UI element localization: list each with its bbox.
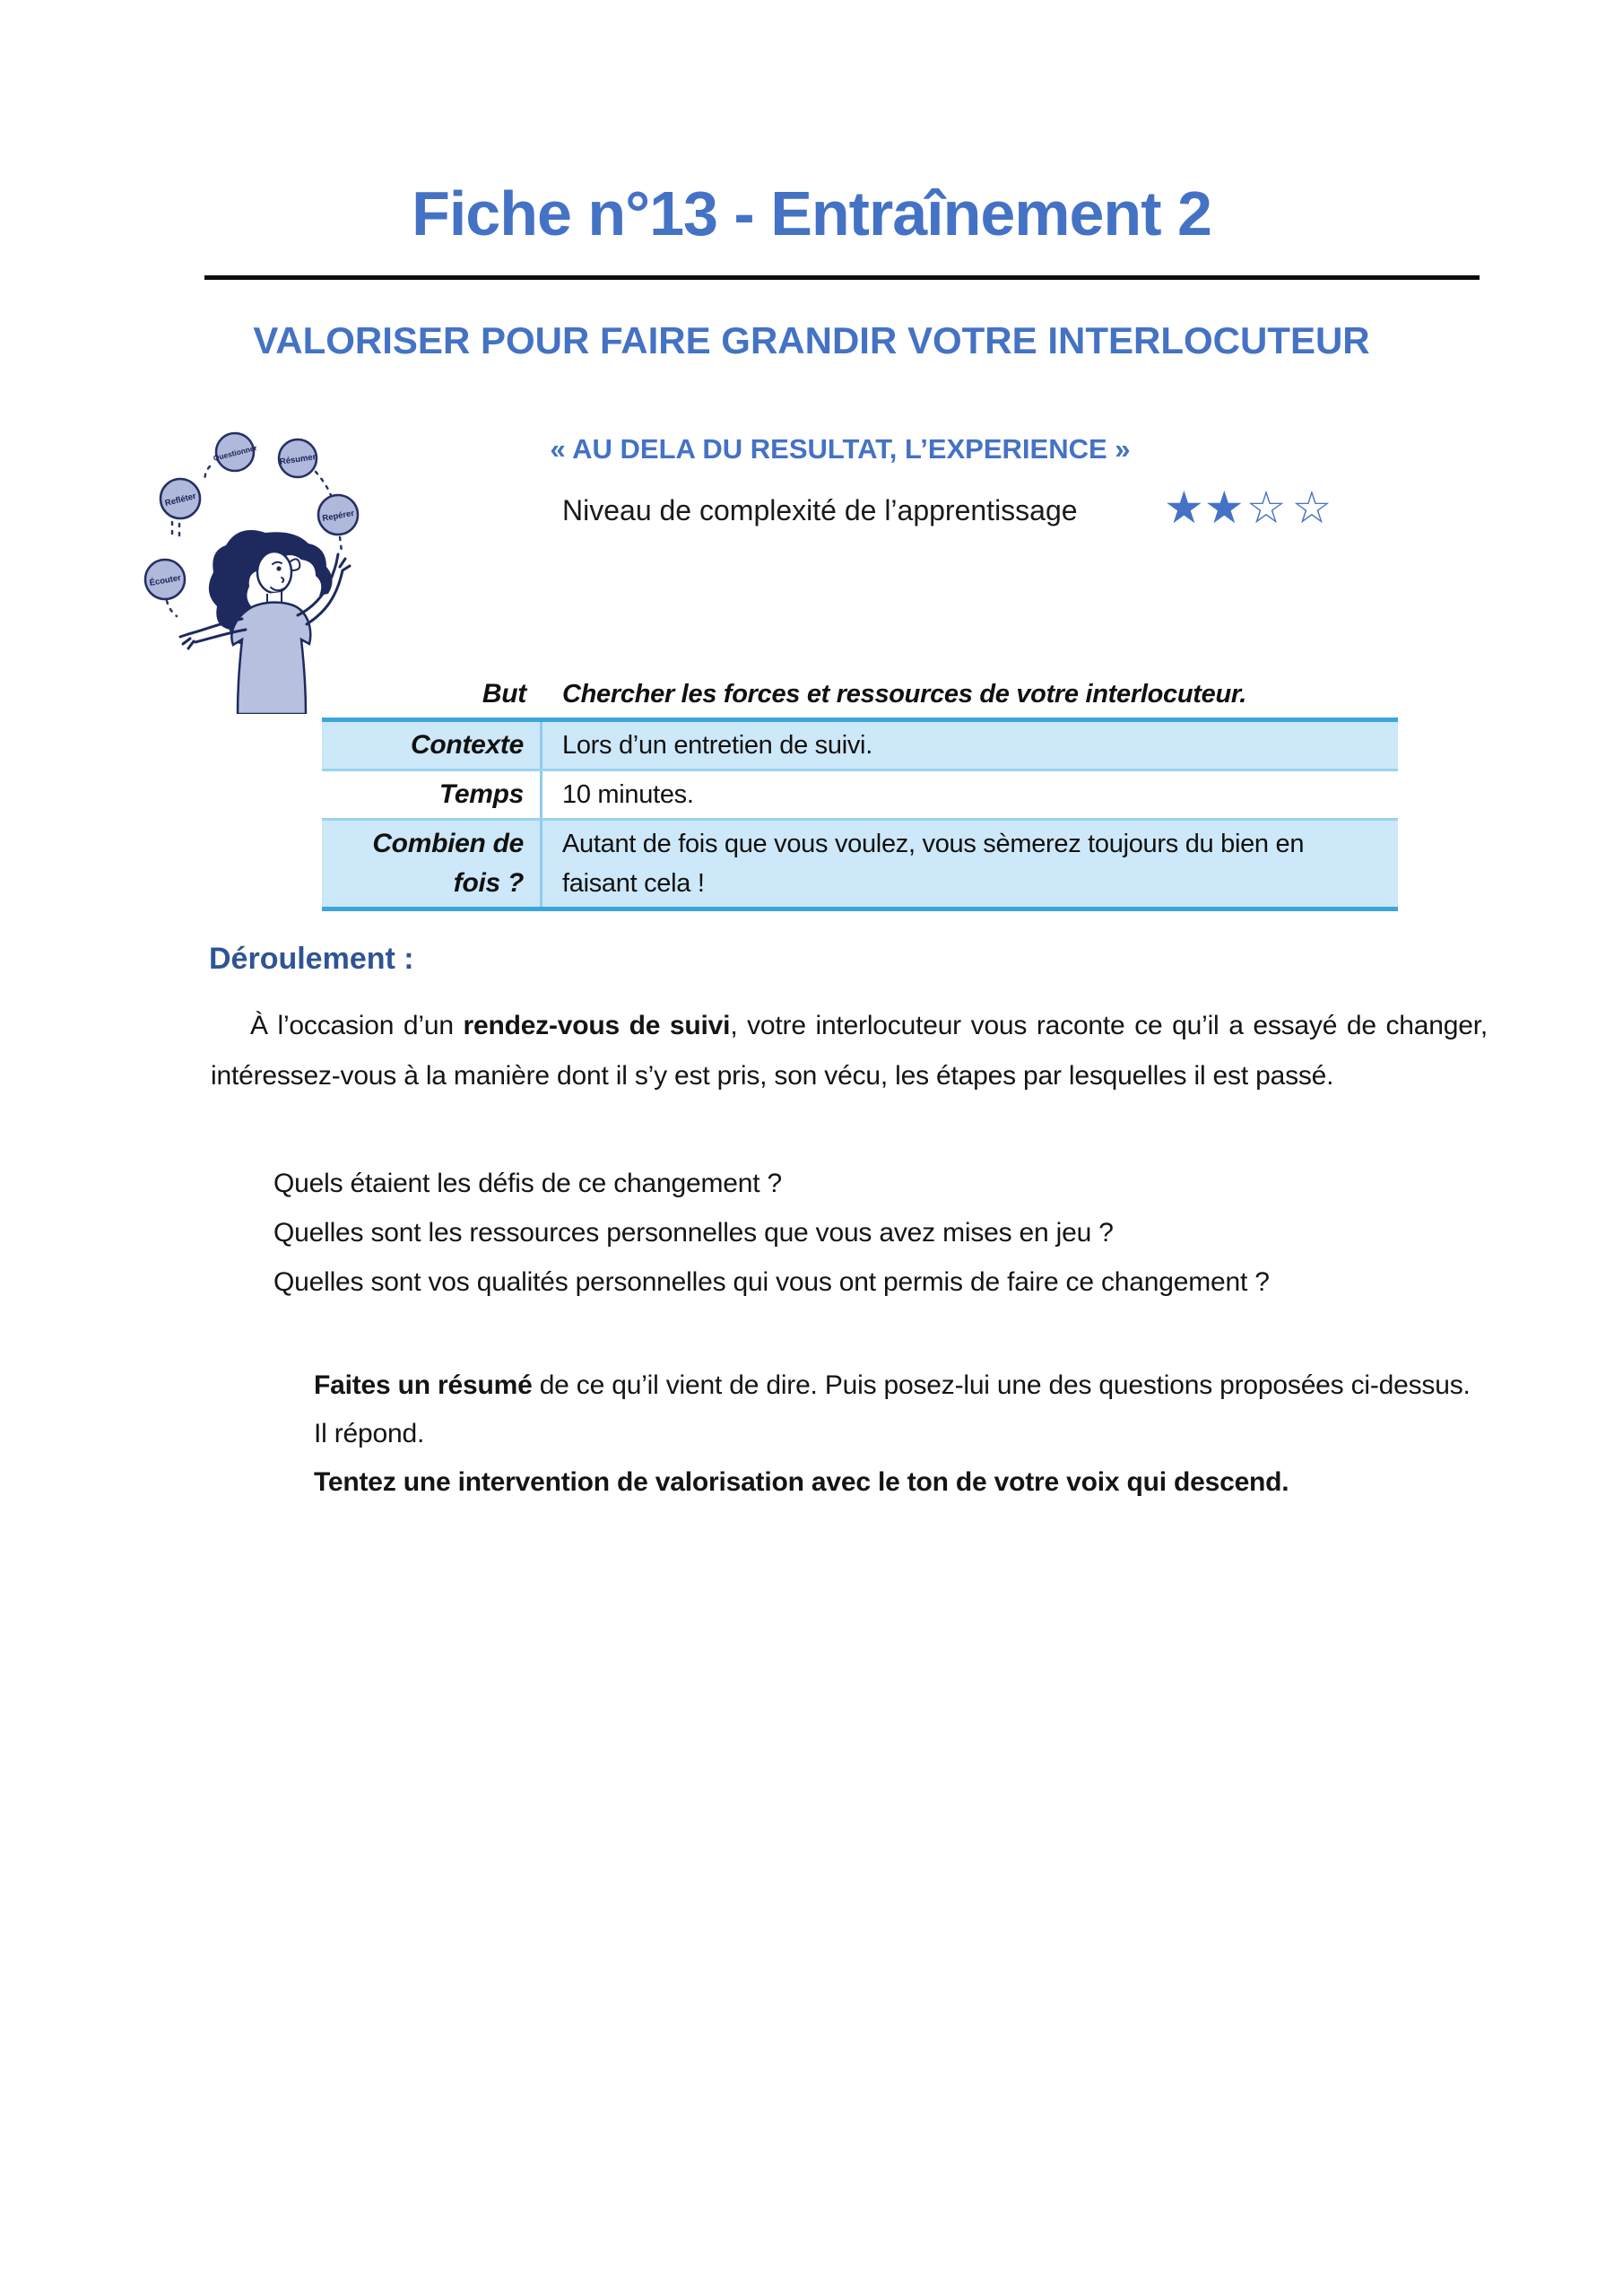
row-value: Lors d’un entretien de suivi. xyxy=(562,731,872,760)
ball-label: Résumer xyxy=(279,452,317,467)
page-title: Fiche n°13 - Entraînement 2 xyxy=(412,178,1211,248)
table-row-contexte xyxy=(322,722,1398,769)
paragraph-resume-bold: Faites un résumé xyxy=(314,1370,533,1400)
closing-instructions xyxy=(273,1361,1489,1507)
paragraph-resume-rest: de ce qu’il vient de dire. Puis posez-lui une des questions proposées ci-dessus. xyxy=(532,1370,1471,1400)
table-body xyxy=(322,718,1398,911)
questions-list xyxy=(273,1159,1529,1307)
table-row-but xyxy=(322,671,1398,718)
question-item: Quelles sont vos qualités personnelles qui vous ont permis de faire ce changement ? xyxy=(273,1267,1270,1297)
paragraph-resume xyxy=(273,1361,1489,1410)
line-tentez: Tentez une intervention de valorisation avec le ton de votre voix qui descend. xyxy=(314,1467,1289,1497)
question-item: Quels étaient les défis de ce changement ? xyxy=(273,1169,782,1198)
row-value: 10 minutes. xyxy=(562,780,694,809)
ball-resumer xyxy=(279,439,317,477)
ball-label: Refléter xyxy=(163,491,197,509)
subtitle: « AU DELA DU RESULTAT, L’EXPERIENCE » xyxy=(550,433,1131,465)
paragraph-intro-bold: rendez-vous de suivi xyxy=(463,1011,731,1040)
star-empty-icons: ☆☆ xyxy=(1245,483,1338,533)
row-label: Contexte xyxy=(322,722,542,769)
juggler-illustration xyxy=(131,418,391,714)
ball-questionner xyxy=(213,433,259,471)
star-filled-icons: ★★ xyxy=(1164,483,1245,533)
row-label: But xyxy=(482,679,526,709)
row-label: Combien de fois ? xyxy=(322,821,542,907)
ball-label: Écouter xyxy=(148,572,182,588)
title-divider-rule xyxy=(204,275,1480,280)
main-heading: VALORISER POUR FAIRE GRANDIR VOTRE INTERLOCUTEUR xyxy=(253,319,1370,361)
line-il-repond: Il répond. xyxy=(314,1419,425,1448)
row-value: Autant de fois que vous voulez, vous sèmerez toujours du bien en faisant cela ! xyxy=(562,830,1305,898)
paragraph-intro xyxy=(211,1001,1488,1101)
table-row-temps xyxy=(322,769,1398,821)
table-row-combien-de-fois xyxy=(322,821,1398,907)
ball-refleter xyxy=(161,479,200,518)
complexity-label: Niveau de complexité de l’apprentissage xyxy=(562,494,1078,526)
ball-reperer xyxy=(318,495,358,535)
row-label: Temps xyxy=(322,771,542,818)
question-item: Quelles sont les ressources personnelles que vous avez mises en jeu ? xyxy=(273,1218,1114,1248)
section-heading-deroulement: Déroulement : xyxy=(209,942,414,976)
ball-label: Questionner xyxy=(212,443,258,463)
paragraph-intro-part1: À l’occasion d’un xyxy=(250,1011,464,1040)
ball-label: Repérer xyxy=(321,508,355,525)
complexity-rating xyxy=(1164,481,1337,535)
paragraph-intro-part2: , votre interlocuteur vous raconte ce qu’il a essayé de changer, intéressez-vous à la manière dont il s’y est pris, son vécu, les étapes par lesquelles il est passé. xyxy=(211,1011,1488,1091)
row-value: Chercher les forces et ressources de votre interlocuteur. xyxy=(562,680,1246,709)
exercise-info-table xyxy=(322,671,1398,911)
ball-ecouter xyxy=(145,560,185,599)
